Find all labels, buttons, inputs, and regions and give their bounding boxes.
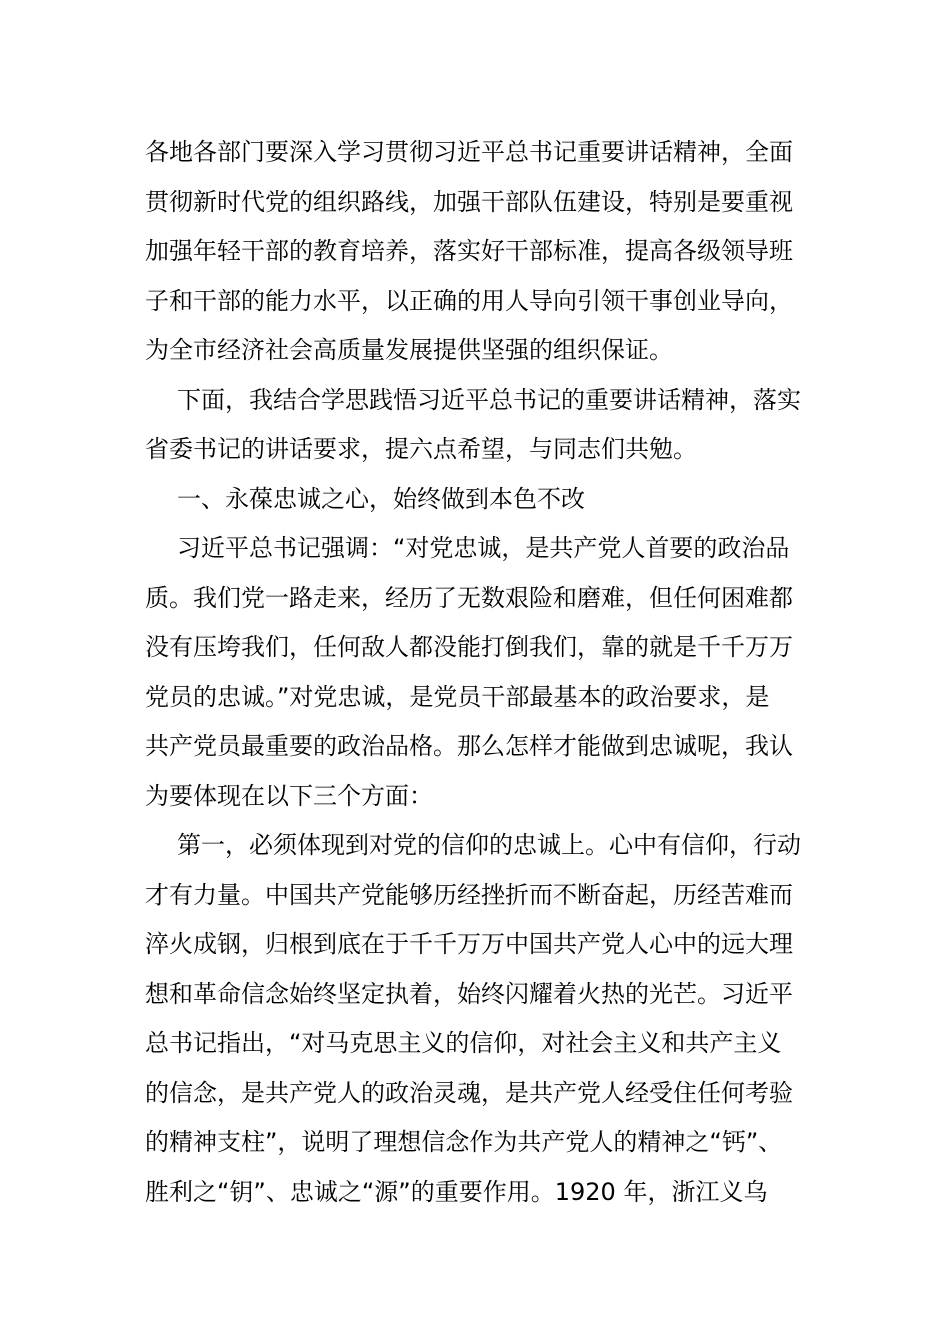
text-line: 为全市经济社会高质量发展提供坚强的组织保证。 bbox=[145, 336, 673, 364]
text-line: 党员的忠诚。”对党忠诚，是党员干部最基本的政治要求，是 bbox=[145, 682, 770, 711]
text-line: 省委书记的讲话要求，提六点希望，与同志们共勉。 bbox=[145, 435, 697, 463]
text-line: 的信念，是共产党人的政治灵魂，是共产党人经受住任何考验 bbox=[145, 1078, 793, 1107]
paragraph-first-line: 第一，必须体现到对党的信仰的忠诚上。心中有信仰，行动 bbox=[177, 831, 801, 859]
paragraph-first-line: 下面，我结合学思践悟习近平总书记的重要讲话精神，落实 bbox=[177, 385, 801, 414]
text-line: 子和干部的能力水平，以正确的用人导向引领干事创业导向， bbox=[145, 286, 793, 315]
text-line: 的精神支柱”，说明了理想信念作为共产党人的精神之“钙”、 bbox=[145, 1128, 783, 1156]
document-body bbox=[145, 128, 810, 1217]
text-line: 加强年轻干部的教育培养，落实好干部标准，提高各级领导班 bbox=[145, 237, 793, 265]
text-line: 想和革命信念始终坚定执着，始终闪耀着火热的光芒。习近平 bbox=[145, 979, 793, 1008]
text-line: 质。我们党一路走来，经历了无数艰险和磨难，但任何困难都 bbox=[145, 583, 793, 612]
text-line: 才有力量。中国共产党能够历经挫折而不断奋起，历经苦难而 bbox=[145, 880, 793, 909]
text-line: 贯彻新时代党的组织路线，加强干部队伍建设，特别是要重视 bbox=[145, 187, 793, 216]
text-line: 淬火成钢，归根到底在于千千万万中国共产党人心中的远大理 bbox=[145, 930, 793, 958]
paragraph-first-line: 习近平总书记强调：“对党忠诚，是共产党人首要的政治品 bbox=[177, 534, 790, 562]
text-line: 没有压垮我们，任何敌人都没能打倒我们，靠的就是千千万万 bbox=[145, 633, 793, 661]
text-line: 胜利之“钥”、忠诚之“源”的重要作用。1920 年，浙江义乌 bbox=[145, 1177, 768, 1206]
text-line: 总书记指出，“对马克思主义的信仰，对社会主义和共产主义 bbox=[145, 1029, 782, 1057]
text-line: 各地各部门要深入学习贯彻习近平总书记重要讲话精神，全面 bbox=[145, 138, 793, 166]
section-heading: 一、永葆忠诚之心，始终做到本色不改 bbox=[177, 484, 585, 513]
text-line: 共产党员最重要的政治品格。那么怎样才能做到忠诚呢，我认 bbox=[145, 732, 793, 760]
text-line: 为要体现在以下三个方面： bbox=[145, 781, 433, 810]
